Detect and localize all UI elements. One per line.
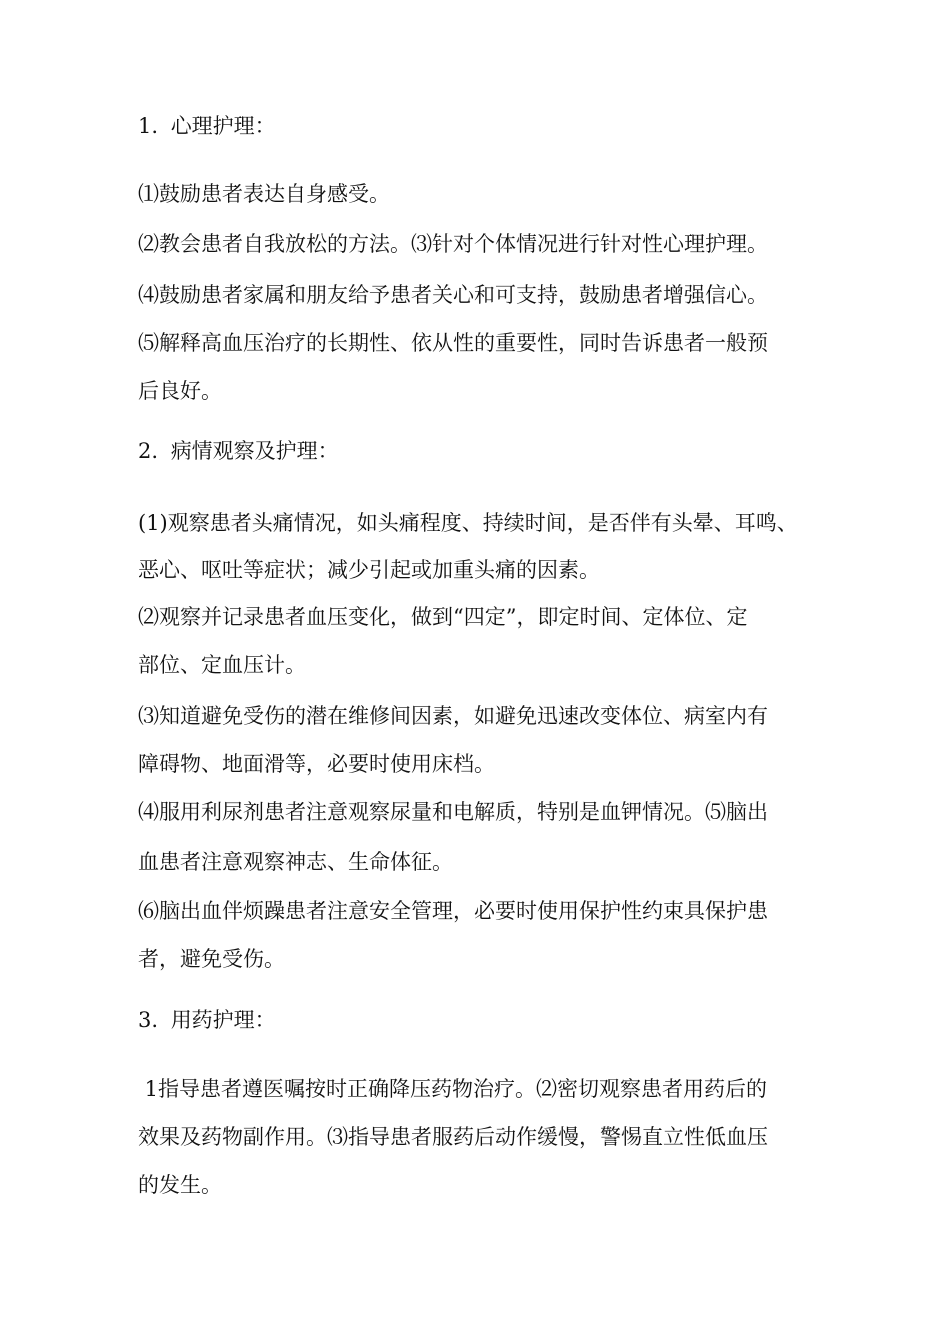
section-1-line-1: ⑴鼓励患者表达自身感受。 <box>138 182 390 206</box>
section-1-title: 心理护理： <box>170 114 276 138</box>
section-3-line-2: 效果及药物副作用。⑶指导患者服药后动作缓慢，警惕直立性低血压 <box>138 1125 768 1149</box>
section-2-line-3: ⑵观察并记录患者血压变化，做到“四定”，即定时间、定体位、定 <box>138 605 748 629</box>
section-1-line-3: ⑷鼓励患者家属和朋友给予患者关心和可支持，鼓励患者增强信心。 <box>138 283 768 307</box>
section-2-line-7: ⑷服用利尿剂患者注意观察尿量和电解质，特别是血钾情况。⑸脑出 <box>138 800 768 824</box>
section-2-title: 病情观察及护理： <box>170 439 339 463</box>
section-2-line-5: ⑶知道避免受伤的潜在维修间因素，如避免迅速改变体位、病室内有 <box>138 704 768 728</box>
section-1-number: 1. <box>138 114 159 138</box>
section-3-number: 3. <box>138 1008 159 1032</box>
section-2-line-9: ⑹脑出血伴烦躁患者注意安全管理，必要时使用保护性约束具保护患 <box>138 899 768 923</box>
section-3-line-3: 的发生。 <box>138 1173 222 1197</box>
section-3-title: 用药护理： <box>170 1008 276 1032</box>
section-1-line-2: ⑵教会患者自我放松的方法。⑶针对个体情况进行针对性心理护理。 <box>138 232 768 256</box>
section-2-line-2: 恶心、呕吐等症状；减少引起或加重头痛的因素。 <box>138 558 600 582</box>
section-2-line-10: 者，避免受伤。 <box>138 947 285 971</box>
section-2-line-4: 部位、定血压计。 <box>138 653 306 677</box>
section-1-line-5: 后良好。 <box>138 379 222 403</box>
section-3-heading <box>138 1006 838 1034</box>
section-2-heading <box>138 437 838 465</box>
section-2-line-8: 血患者注意观察神志、生命体征。 <box>138 850 453 874</box>
section-1-line-4: ⑸解释高血压治疗的长期性、依从性的重要性，同时告诉患者一般预 <box>138 331 768 355</box>
section-2-line-1: (1)观察患者头痛情况，如头痛程度、持续时间，是否伴有头晕、耳鸣、 <box>138 511 798 535</box>
section-2-line-6: 障碍物、地面滑等，必要时使用床档。 <box>138 752 495 776</box>
section-1-heading <box>138 112 838 140</box>
section-3-line-1: 1指导患者遵医嘱按时正确降压药物治疗。⑵密切观察患者用药后的 <box>138 1077 768 1101</box>
section-2-number: 2. <box>138 439 159 463</box>
